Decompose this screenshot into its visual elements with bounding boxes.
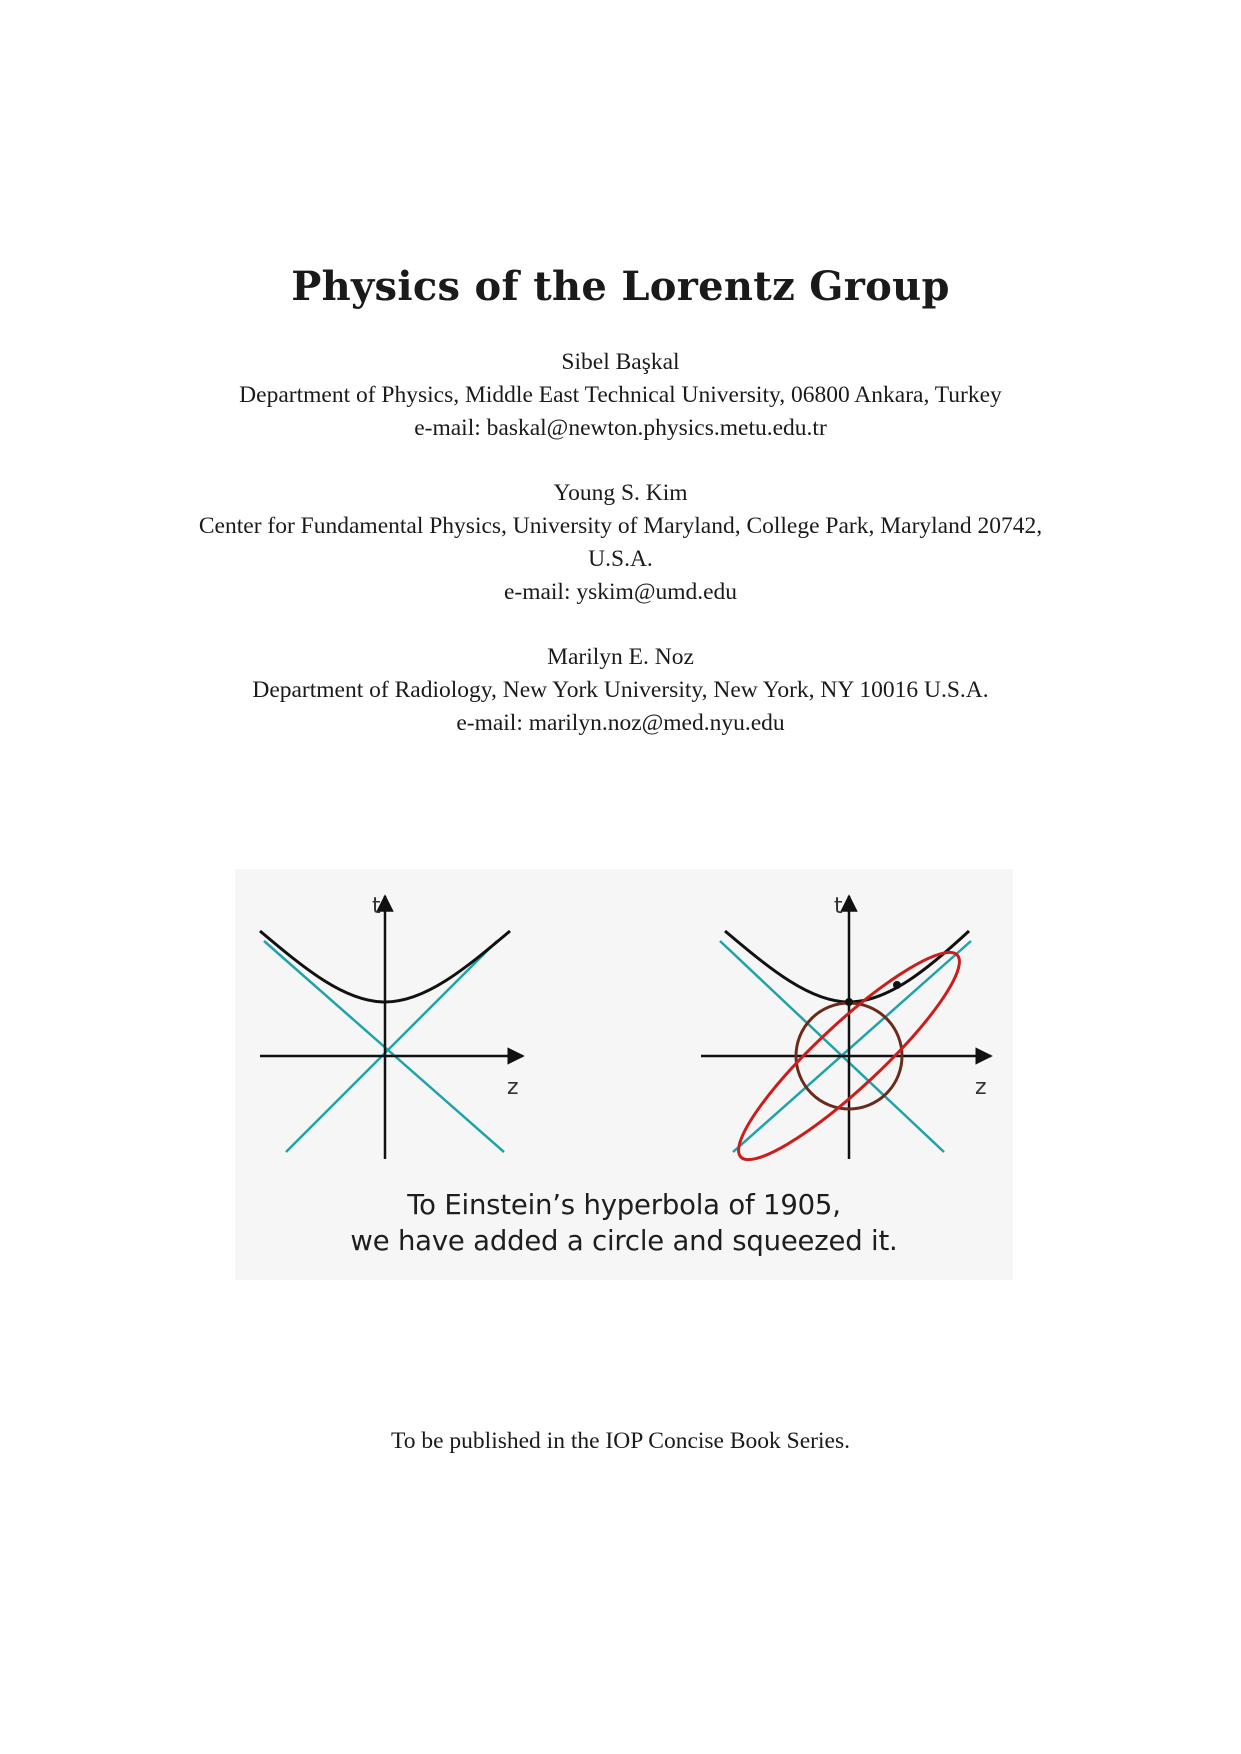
lorentz-figure — [235, 869, 1013, 1280]
hyperbola-circle-contact-point — [845, 998, 853, 1006]
author-block — [0, 346, 1241, 445]
figure-caption-line-1: To Einstein’s hyperbola of 1905, — [407, 1189, 841, 1221]
author-email: e-mail: yskim@umd.edu — [503, 579, 738, 605]
right-panel — [701, 894, 991, 1180]
paper-title: Physics of the Lorentz Group — [291, 263, 950, 310]
author-block — [0, 477, 1241, 609]
right-light-cone-positive — [733, 941, 971, 1152]
right-light-cone-negative — [720, 941, 944, 1152]
hyperbola-ellipse-contact-point — [893, 981, 901, 989]
author-affiliation: Department of Radiology, New York University, New York, NY 10016 U.S.A. — [252, 677, 989, 703]
left-z-label: z — [507, 1075, 519, 1100]
author-block — [0, 641, 1241, 740]
right-z-label: z — [975, 1075, 987, 1100]
author-affiliation: Center for Fundamental Physics, University of Maryland, College Park, Maryland 20742, — [198, 513, 1043, 539]
left-light-cone-positive — [286, 941, 497, 1152]
author-affiliation-continued: U.S.A. — [588, 546, 653, 572]
author-email: e-mail: marilyn.noz@med.nyu.edu — [456, 710, 785, 736]
right-t-label: t — [834, 894, 843, 919]
figure-caption-line-2: we have added a circle and squeezed it. — [350, 1225, 898, 1257]
left-panel — [260, 894, 523, 1159]
author-name: Sibel Başkal — [561, 349, 680, 375]
author-name: Young S. Kim — [553, 480, 688, 506]
author-name: Marilyn E. Noz — [547, 644, 694, 670]
author-list — [0, 346, 1241, 772]
author-email: e-mail: baskal@newton.physics.metu.edu.tr — [414, 415, 827, 441]
right-hyperbola — [725, 931, 969, 1002]
author-affiliation: Department of Physics, Middle East Technical University, 06800 Ankara, Turkey — [239, 382, 1002, 408]
left-t-label: t — [372, 894, 381, 919]
publication-note: To be published in the IOP Concise Book Series. — [391, 1428, 850, 1454]
